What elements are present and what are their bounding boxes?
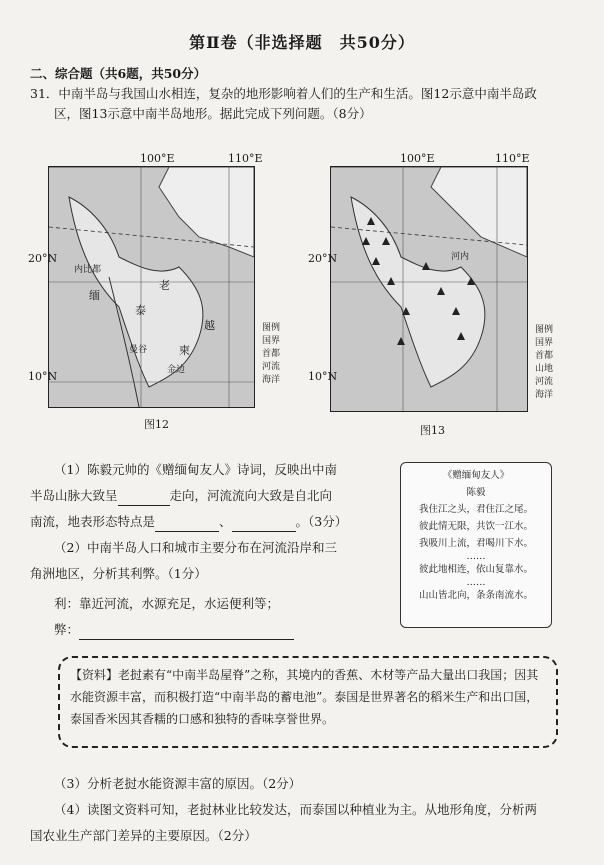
sub4-line1: （4）读图文资料可知，老挝林业比较发达，而泰国以种植业为主。从地形角度，分析两 [54,802,537,817]
answer-blank-feature2[interactable] [232,517,296,532]
legend-mountain: 山地 [535,364,554,374]
sub2-disadvantage: 弊： [54,620,294,640]
poem-line: 我住江之头，君住江之尾。 [418,504,533,515]
resource-text: 【资料】老挝素有“中南半岛屋脊”之称，其境内的香蕉、木材等产品大量出口我国；因其水能资源丰富，而积极打造“中南半岛的蓄电池”。泰国是世界著名的稻米生产和出口国，泰国香米因其香糯的口感和独特的香味享誉世界。 [70,668,539,726]
sub1-line3: 南流，地表形态特点是 、 。（3分） [30,512,347,532]
place-bangkok: 曼谷 [129,345,148,355]
legend-sea: 海洋 [262,375,281,385]
lat-label-10: 10°N [308,370,338,383]
sub1-line2: 半岛山脉大致呈 走向，河流流向大致是自北向 [30,486,332,506]
legend-border: 国界 [262,336,281,346]
place-laos: 老 [159,279,170,292]
map-12-legend [262,322,310,387]
answer-blank-disadvantage[interactable] [79,625,294,640]
map-12-frame [48,166,255,408]
place-phnompenh: 金边 [167,365,186,375]
caption-figure-12: 图12 [144,418,169,431]
lon-label-100: 100°E [140,152,175,165]
lat-label-20: 20°N [28,252,58,265]
place-thailand: 泰 [135,304,146,317]
figure-13 [308,152,570,412]
poem-line: 彼此情无限，共饮一江水。 [418,521,533,532]
lon-label-110: 110°E [228,152,263,165]
poem-ellipsis: …… [466,551,486,562]
poem-title: 《赠缅甸友人》 [442,470,510,481]
legend-capital: 首都 [535,351,554,361]
lon-label-110: 110°E [495,152,530,165]
poem-line: 我吸川上流，君喝川下水。 [418,538,533,549]
question-31-line1: 31．中南半岛与我国山水相连，复杂的地形影响着人们的生产和生活。图12示意中南半岛政 [30,86,537,101]
legend-river: 河流 [535,377,554,387]
poem-line: 山山皆北向，条条南流水。 [418,590,533,601]
map-12-svg [49,167,254,407]
question-31-line2: 区，图13示意中南半岛地形。据此完成下列问题。（8分） [54,106,372,121]
poem-box [400,462,552,628]
sub2-line2: 角洲地区，分析其利弊。（1分） [30,566,207,581]
place-vietnam: 越 [204,319,215,332]
section-heading: 二、综合题（共6题，共50分） [30,66,207,81]
legend-border: 国界 [535,338,554,348]
place-cambodia: 柬 [179,344,190,357]
lat-label-10: 10°N [28,370,58,383]
sub2-line1: （2）中南半岛人口和城市主要分布在河流沿岸和三 [54,540,337,555]
legend-title: 图例 [535,325,554,335]
map-13-legend [535,324,569,402]
caption-figure-13: 图13 [420,424,445,437]
answer-blank-feature1[interactable] [155,517,219,532]
lat-label-20: 20°N [308,252,338,265]
legend-capital: 首都 [262,349,281,359]
lon-label-100: 100°E [400,152,435,165]
sub4-line2: 国农业生产部门差异的主要原因。（2分） [30,828,257,843]
sub2-advantage: 利：靠近河流，水源充足，水运便利等； [54,596,280,611]
answer-blank-direction[interactable] [118,491,170,506]
legend-sea: 海洋 [535,390,554,400]
place-myanmar: 缅 [89,289,100,302]
map-13-svg [331,167,527,411]
legend-river: 河流 [262,362,281,372]
poem-line: 彼此地相连，依山复靠水。 [418,564,533,575]
sub3-line: （3）分析老挝水能资源丰富的原因。（2分） [54,776,302,791]
sub1-line1: （1）陈毅元帅的《赠缅甸友人》诗词，反映出中南 [54,462,337,477]
legend-title: 图例 [262,323,281,333]
place-naypyidaw: 内比都 [74,265,102,275]
place-hanoi: 河内 [451,252,470,262]
poem-author: 陈毅 [466,487,486,498]
poem-ellipsis: …… [466,577,486,588]
section-title: 第Ⅱ卷（非选择题 共50分） [189,33,415,52]
figure-12 [28,152,310,412]
map-13-frame [330,166,528,412]
